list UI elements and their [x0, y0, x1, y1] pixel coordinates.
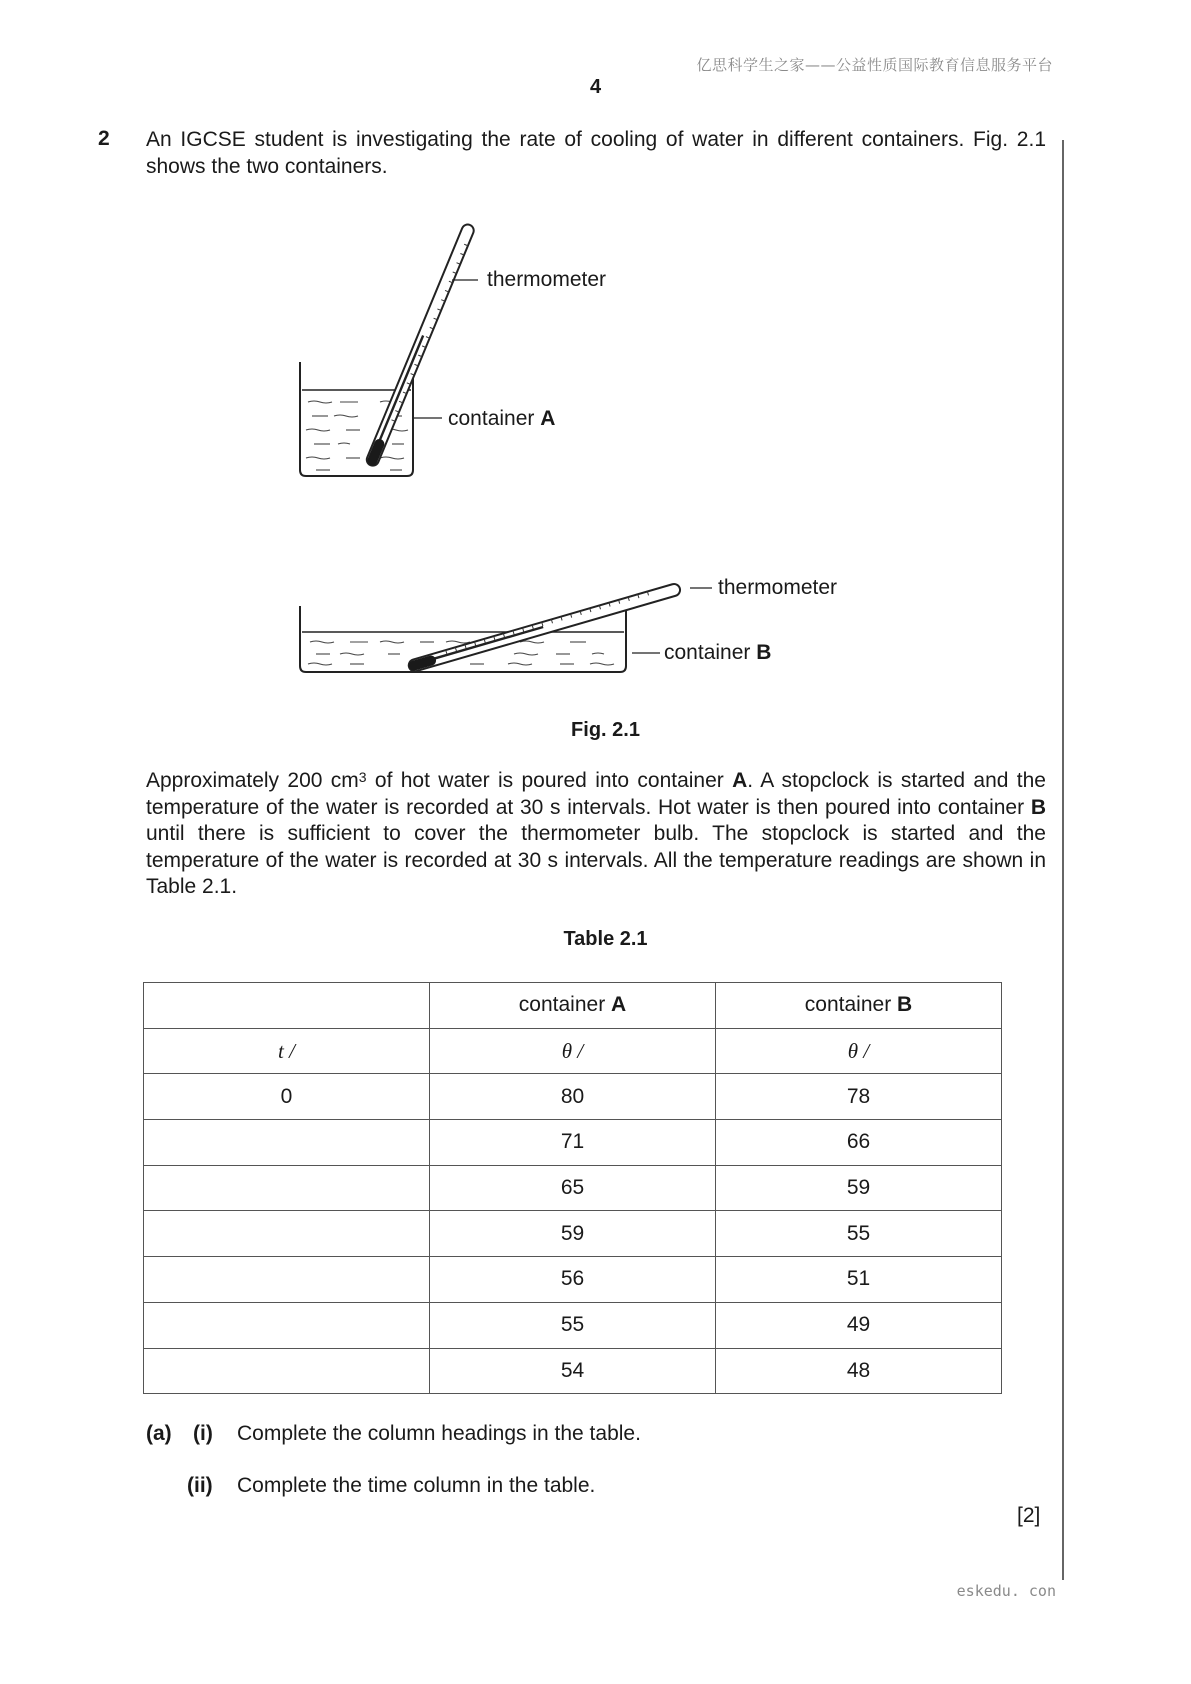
part-i-text: Complete the column headings in the table. — [237, 1422, 641, 1445]
time-cell[interactable] — [144, 1302, 430, 1348]
part-ii-text: Complete the time column in the table. — [237, 1474, 596, 1497]
temp-b-cell: 48 — [716, 1348, 1002, 1394]
temp-b-cell: 51 — [716, 1257, 1002, 1303]
part-ii-label: (ii) — [187, 1474, 213, 1497]
thermometer-b-body — [407, 583, 681, 673]
thermometer-a-label: thermometer — [487, 268, 607, 291]
unit-theta-a-cell[interactable]: θ / — [430, 1028, 716, 1074]
time-cell[interactable] — [144, 1348, 430, 1394]
header-b-letter: B — [897, 993, 913, 1017]
para-bold-a: A — [732, 769, 748, 792]
method-paragraph — [146, 768, 1046, 901]
table-row — [144, 1257, 1002, 1303]
time-cell[interactable] — [144, 1257, 430, 1303]
para-part-2: of hot water is poured into container — [366, 769, 733, 792]
table-row — [144, 1348, 1002, 1394]
table-row — [144, 1165, 1002, 1211]
temp-a-cell: 65 — [430, 1165, 716, 1211]
para-part-4: until there is sufficient to cover the thermometer bulb. The stopclock is started and the temperature of the water is recorded at 30 s intervals. All the temperature readings are shown in Table 2.1. — [146, 822, 1046, 898]
table-row — [144, 1074, 1002, 1120]
header-b-prefix: container — [804, 993, 898, 1017]
temp-b-cell: 55 — [716, 1211, 1002, 1257]
container-b-label-prefix: container — [664, 641, 757, 664]
container-a-label-prefix: container — [448, 407, 541, 430]
temp-b-cell: 66 — [716, 1120, 1002, 1166]
table-row — [144, 1120, 1002, 1166]
header-container-a — [430, 983, 716, 1029]
header-a-prefix: container — [518, 993, 612, 1017]
unit-theta-b-cell[interactable]: θ / — [716, 1028, 1002, 1074]
temp-b-cell: 49 — [716, 1302, 1002, 1348]
temp-a-cell: 59 — [430, 1211, 716, 1257]
table-row — [144, 1211, 1002, 1257]
header-container-b — [716, 983, 1002, 1029]
time-cell[interactable]: 0 — [144, 1074, 430, 1120]
container-a-letter: A — [540, 407, 556, 430]
figure-caption: Fig. 2.1 — [571, 719, 640, 741]
container-b-letter: B — [756, 641, 772, 664]
marks-allocation: [2] — [1017, 1504, 1041, 1527]
table-units-row — [144, 1028, 1002, 1074]
header-blank-cell — [144, 983, 430, 1029]
unit-time-cell[interactable]: t / — [144, 1028, 430, 1074]
table-title: Table 2.1 — [563, 928, 648, 950]
results-table — [143, 982, 1002, 1394]
para-part-3: . A stopclock is started and the temperature of the water is recorded at 30 s intervals. Hot water is then poured into container — [146, 769, 1046, 819]
thermometer-b-label: thermometer — [718, 576, 838, 599]
part-a-label: (a) — [146, 1422, 172, 1445]
table-row — [144, 1302, 1002, 1348]
temp-b-cell: 78 — [716, 1074, 1002, 1120]
temp-a-cell: 56 — [430, 1257, 716, 1303]
table-header-row — [144, 983, 1002, 1029]
para-part-1: Approximately 200 cm — [146, 769, 359, 792]
time-cell[interactable] — [144, 1165, 430, 1211]
temp-a-cell: 54 — [430, 1348, 716, 1394]
question-number: 2 — [98, 127, 110, 150]
watermark-text: 亿思科学生之家——公益性质国际教育信息服务平台 — [696, 56, 1053, 74]
container-b-label — [664, 641, 771, 665]
temp-b-cell: 59 — [716, 1165, 1002, 1211]
para-bold-b: B — [1030, 795, 1046, 819]
para-superscript: 3 — [358, 769, 367, 785]
time-cell[interactable] — [144, 1120, 430, 1166]
temp-a-cell: 71 — [430, 1120, 716, 1166]
temp-a-cell: 80 — [430, 1074, 716, 1120]
figure-2-1 — [0, 0, 1191, 720]
time-cell[interactable] — [144, 1211, 430, 1257]
footer-site-mark: eskedu. con — [956, 1582, 1056, 1600]
header-a-letter: A — [611, 993, 627, 1017]
container-a-label — [448, 407, 555, 431]
part-i-label: (i) — [193, 1422, 213, 1445]
question-intro: An IGCSE student is investigating the rate of cooling of water in different containers. Fig. 2.1 shows the two containers. — [146, 128, 1046, 178]
temp-a-cell: 55 — [430, 1302, 716, 1348]
page-number: 4 — [589, 76, 602, 98]
